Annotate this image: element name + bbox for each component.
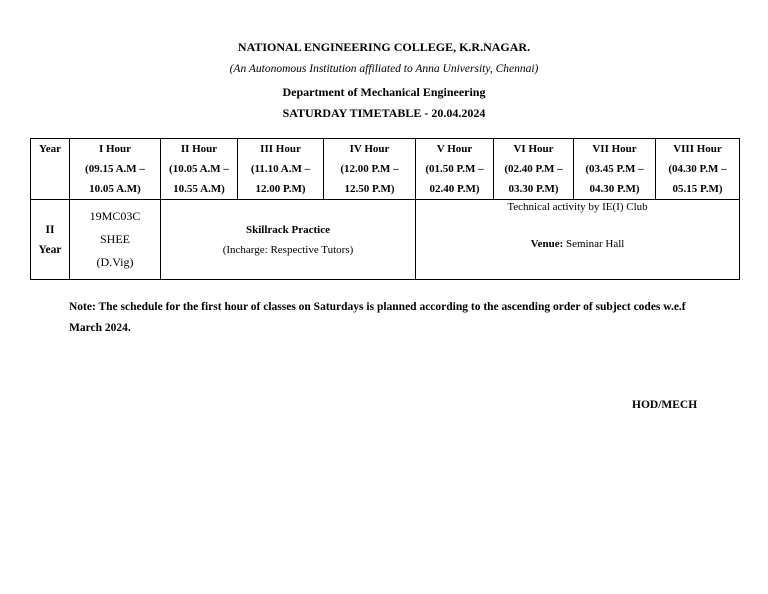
technical-activity-cell	[416, 200, 740, 280]
year-header: Year	[31, 139, 70, 200]
schedule-note: Note: The schedule for the first hour of classes on Saturdays is planned according to the ascending order of subject codes w.e.f March 2024.	[69, 301, 686, 334]
hour-header: III Hour (11.10 A.M – 12.00 P.M)	[238, 139, 324, 200]
hour-header: IV Hour (12.00 P.M – 12.50 P.M)	[324, 139, 416, 200]
signature: HOD/MECH	[632, 399, 698, 411]
table-row	[31, 200, 740, 280]
venue-value: Seminar Hall	[566, 238, 625, 250]
timetable	[30, 138, 740, 280]
staff-name: (D.Vig)	[96, 255, 134, 269]
hour-header: II Hour (10.05 A.M – 10.55 A.M)	[161, 139, 238, 200]
skillrack-title: Skillrack Practice	[245, 223, 330, 236]
header-row	[31, 139, 740, 200]
college-name: NATIONAL ENGINEERING COLLEGE, K.R.NAGAR.	[237, 40, 531, 54]
venue	[416, 238, 739, 250]
affiliation: (An Autonomous Institution affiliated to Anna University, Chennai)	[229, 63, 539, 75]
hour-header: I Hour (09.15 A.M – 10.05 A.M)	[70, 139, 161, 200]
first-hour-cell	[70, 200, 161, 280]
subject-code: 19MC03C	[89, 209, 141, 223]
subject-name: SHEE	[100, 232, 130, 246]
department-name: Department of Mechanical Engineering	[282, 85, 486, 99]
timetable-title: SATURDAY TIMETABLE - 20.04.2024	[282, 106, 486, 120]
year-cell: II Year	[31, 200, 70, 280]
hour-header: VII Hour (03.45 P.M – 04.30 P.M)	[574, 139, 656, 200]
technical-activity: Technical activity by IE(I) Club	[507, 201, 648, 213]
skillrack-cell	[161, 200, 416, 280]
hour-header: V Hour (01.50 P.M – 02.40 P.M)	[416, 139, 494, 200]
hour-header: VI Hour (02.40 P.M – 03.30 P.M)	[494, 139, 574, 200]
skillrack-incharge: (Incharge: Respective Tutors)	[222, 243, 354, 256]
hour-header: VIII Hour (04.30 P.M – 05.15 P.M)	[656, 139, 740, 200]
venue-label: Venue:	[530, 238, 564, 250]
